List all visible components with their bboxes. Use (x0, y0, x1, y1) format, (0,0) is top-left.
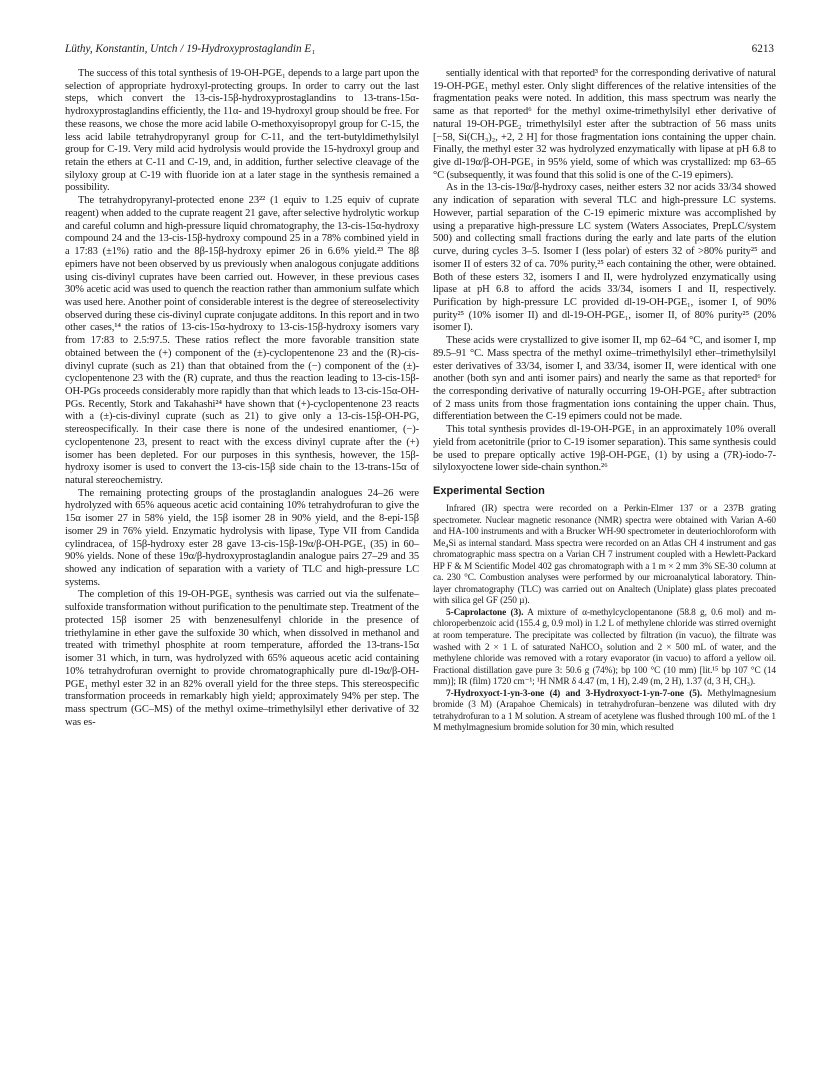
paragraph-enone-addition: The tetrahydropyranyl-protected enone 23²² (1 equiv to 1.25 equiv of cuprate reagent) when added to the cuprate reagent 21 gave, after selective hydrolytic workup and careful column and high-pressure liquid chromatography, the 13-cis-15α-hydroxy compound 24 and the 13-cis-15β-hydroxy compound 25 in a 78% combined yield in a 17:83 (±1%) ratio and the 8β-15β-hydroxy epimer 26 in 6.6% yield.²³ The 8β epimers have not been observed by us previously when analogous conjugate additions using cis-divinyl cuprates have been carried out. However, in these previous cases 30% acetic acid was used to quench the reaction rather than ammonium sulfate which was used here. Another point of considerable interest is the degree of stereoselectivity observed during these cis-divinyl cuprate conjugate additons. In this report and in two other cases,¹⁴ the ratios of 13-cis-15α-hydroxy to 13-cis-15β-hydroxy isomers vary from 17:83 to 2.5:97.5. These ratios reflect the more favorable transition state obtained between the (+) component of the (±)-cyclopentenone 23 and the (R)-cis-divinyl cuprate (such as 21) than that obtained from the (−) component of the (±)-cyclopentenone 23 with the (R) cuprate, and thus the reaction leading to 13-cis-15β-OH-PGs proceeds considerably more rapidly than that which leads to 13-cis-15α-OH-PGs. Recently, Stork and Takahashi²⁴ have shown that (+)-cyclopentenone 23 reacts with a (±)-cis-divinyl cuprate (such as 21) to give only a 13-cis-15β-OH-PG, stereospecifically. In their case there is none of the undesired enantiomer, (−)-cyclopentenone 23, present to react with the excess divinyl cuprate after the (+) isomer has been depleted. For our purposes in this synthesis, however, the 15β-hydroxy isomer is used to convert the 13-cis-15β side chain to the 13-trans-15α of natural stereochemistry. (65, 195, 419, 486)
right-column (433, 68, 776, 735)
paragraph-hydrolysis: The remaining protecting groups of the prostaglandin analogues 24–26 were hydrolyzed with 65% aqueous acetic acid containing 10% tetrahydrofuran to give the 15α isomer 27 in 58% yield, the 15β isomer 28 in 90% yield, and the 8-epi-15β isomer 29 in 76% yield. Enzymatic hydrolysis with lipase, Type VII from Candida cylindracea, of 15β-hydroxy ester 28 gave 13-cis-15β-19α/β-OH-PGE₁ (35) in 60–90% yields. None of these 19α/β-hydroxyprostaglandin analogue pairs 27–29 and 35 showed any indication of separation with a variety of TLC and high-pressure LC systems. (65, 487, 419, 588)
compound-text: Methylmagnesium bromide (3 M) (Arapahoe Chemicals) in tetrahydrofuran–benzene was diluted with dry tetrahydrofuran to a 1 M solution. A stream of acetylene was flushed through 100 mL of the 1 M methylmagnesium bromide solution for 30 min, which resulted (433, 688, 776, 734)
compound-text: A mixture of α-methylcyclopentanone (58.8 g, 0.6 mol) and m-chloroperbenzoic acid (155.4 g, 0.9 mol) in 1.2 L of methylene chloride was stirred overnight at room temperature. The precipitate was collected by filtration (in vacuo), the filtrate was washed with 2 × 1 L of saturated NaHCO₃ solution and 2 × 500 mL of water, and the methylene chloride was removed with a rotary evaporator (in vacuo) to afford a yellow oil. Fractional distillation gave pure 3: 50.6 g (74%); bp 100 °C (10 mm) [lit.¹⁵ bp 107 °C (14 mm)]; IR (film) 1720 cm⁻¹; ¹H NMR δ 4.47 (m, 1 H), 2.49 (m, 2 H), 1.37 (d, 3 H, CH₃). (433, 607, 776, 688)
compound-entry (433, 608, 776, 689)
left-column (65, 68, 419, 729)
experimental-heading: Experimental Section (433, 485, 545, 497)
experimental-section (433, 504, 776, 735)
compound-entry (433, 689, 776, 735)
paragraph-completion: The completion of this 19-OH-PGE₁ synthesis was carried out via the sulfenate–sulfoxide transformation without purification to the penultimate step. Treatment of the protected 15β isomer 25 with benzenesulfenyl chloride in the presence of triethylamine in ether gave the sulfoxide 30 which, when dissolved in methanol and treated with trimethyl phosphite at room temperature, afforded the 13-trans-15α isomer 31 which, in turn, was hydrolyzed with 65% aqueous acetic acid containing 10% tetrahydrofuran overnight to provide chromatographically pure dl-19α/β-OH-PGE₁ methyl ester 32 in an 82% overall yield for the three steps. This stereospecific transformation proceeds in remarkably high yield; approximately 94% per step. The mass spectrum (GC–MS) of the methyl oxime–trimethylsilyl ether derivative of 32 was es- (65, 589, 419, 728)
paragraph-mass-spectrum: sentially identical with that reported³ for the corresponding derivative of natural 19-OH-PGE₁ methyl ester. Only slight differences of the relative intensities of the fragmentation peaks were noted. In addition, this mass spectrum was nearly the same as that reported⁶ for the methyl oxime-trimethylsilyl ether derivative of natural 19-OH-PGE₂ trimethylsilyl ester after the subtraction of 56 mass units [−58, Si(CH₃)₂, +2, 2 H] for those fragmentation ions containing the upper chain. Finally, the methyl ester 32 was hydrolyzed enzymatically with lipase at pH 6.8 to give dl-19α/β-OH-PGE₁ in 95% yield, some of which was crystallized: mp 63–65 °C (subsequently, it was found that this solid is one of the C-19 epimers). (433, 68, 776, 181)
paragraph-summary: This total synthesis provides dl-19-OH-PGE₁ in an approximately 10% overall yield from acetonitrile (prior to C-19 isomer separation). This same synthesis could be used to prepare optically active 19β-OH-PGE₁ (1) by using a (7R)-iodo-7-silyloxyoctene lower side-chain synthon.²⁶ (433, 424, 776, 474)
paragraph-crystallization: These acids were crystallized to give isomer II, mp 62–64 °C, and isomer I, mp 89.5–91 °C. Mass spectra of the methyl oxime–trimethylsilyl ether–trimethylsilyl ester derivatives of 33/34, isomer I, and 33/34, isomer II, were identical with one another (both syn and anti isomer pairs) and nearly the same as that reported⁶ for the corresponding derivative of naturally occurring 19-OH-PGE₂ after subtraction of 2 mass units from those fragmentation ions containing the upper chain. Thus, differentiation between the C-19 epimers could not be made. (433, 335, 776, 423)
paragraph-protecting-groups: The success of this total synthesis of 19-OH-PGE₁ depends to a large part upon the selection of appropriate hydroxyl-protecting groups. In order to carry out the last steps, which convert the 13-cis-15β-hydroxyprostaglandins to 13-trans-15α-hydroxyprostaglandins efficiently, the 11α- and 19-hydroxyl group should be free. For these reasons, we chose the more acid labile O-methoxyisopropyl group for C-15, the less acid labile tetrahydropyranyl group for C-11, and the tert-butyldimethylsilyl group for C-19. Very mild acid hydrolysis would provide the 15-hydroxyl group and retain the ethers at C-11 and C-19, and, in addition, further selective cleavage of the silyloxy group at C-19 with fluoride ion at a later stage in the synthesis remained a possibility. (65, 68, 419, 194)
compound-title: 7-Hydroxyoct-1-yn-3-one (4) and 3-Hydroxyoct-1-yn-7-one (5). (446, 688, 703, 699)
running-head: Lüthy, Konstantin, Untch / 19-Hydroxyprostaglandin E₁ (65, 43, 316, 55)
compound-title: 5-Caprolactone (3). (446, 607, 524, 618)
page-number: 6213 (751, 43, 774, 55)
experimental-intro: Infrared (IR) spectra were recorded on a Perkin-Elmer 137 or a 237B grating spectrometer. Nuclear magnetic resonance (NMR) spectra were obtained with Varian A-60 and HA-100 instruments and with a Brucker WH-90 spectrometer in deuteriochloroform with Me₄Si as internal standard. Mass spectra were recorded on an Atlas CH 4 instrument and gas chromatographic mass spectra on a Varian CH 7 instrument coupled with a Hewlett-Packard HP F & M Scientific Model 402 gas chromatograph with a 1 m × 2 mm 3% SE-30 column at ca. 230 °C. Combustion analyses were performed by our microanalytical laboratory. Thin-layer chromatography (TLC) was carried out on Analtech (Uniplate) glass plates precoated with silica gel GF (250 µ). (433, 504, 776, 607)
paragraph-separation: As in the 13-cis-19α/β-hydroxy cases, neither esters 32 nor acids 33/34 showed any indication of separation with several TLC and high-pressure LC systems. However, partial separation of the C-19 epimeric mixture was accomplished by using a preparative high-pressure LC system (Waters Associates, PrepLC/system 500) and collecting small fractions during the early and late parts of the elution curve, during cycles 3–5. Isomer I (less polar) of esters 32 of >80% purity²⁵ and isomer II of esters 32 of ca. 70% purity,²⁵ each containing the other, were obtained. Both of these esters 32, isomers I and II, were hydrolyzed enzymatically using lipase at pH 6.8 to afford the acids 33/34, isomers I and II, respectively. Purification by high-pressure LC provided dl-19-OH-PGE₁, isomer I, of 90% purity²⁵ (10% isomer II) and dl-19-OH-PGE₁, isomer II, of 80% purity²⁵ (20% isomer I). (433, 182, 776, 334)
